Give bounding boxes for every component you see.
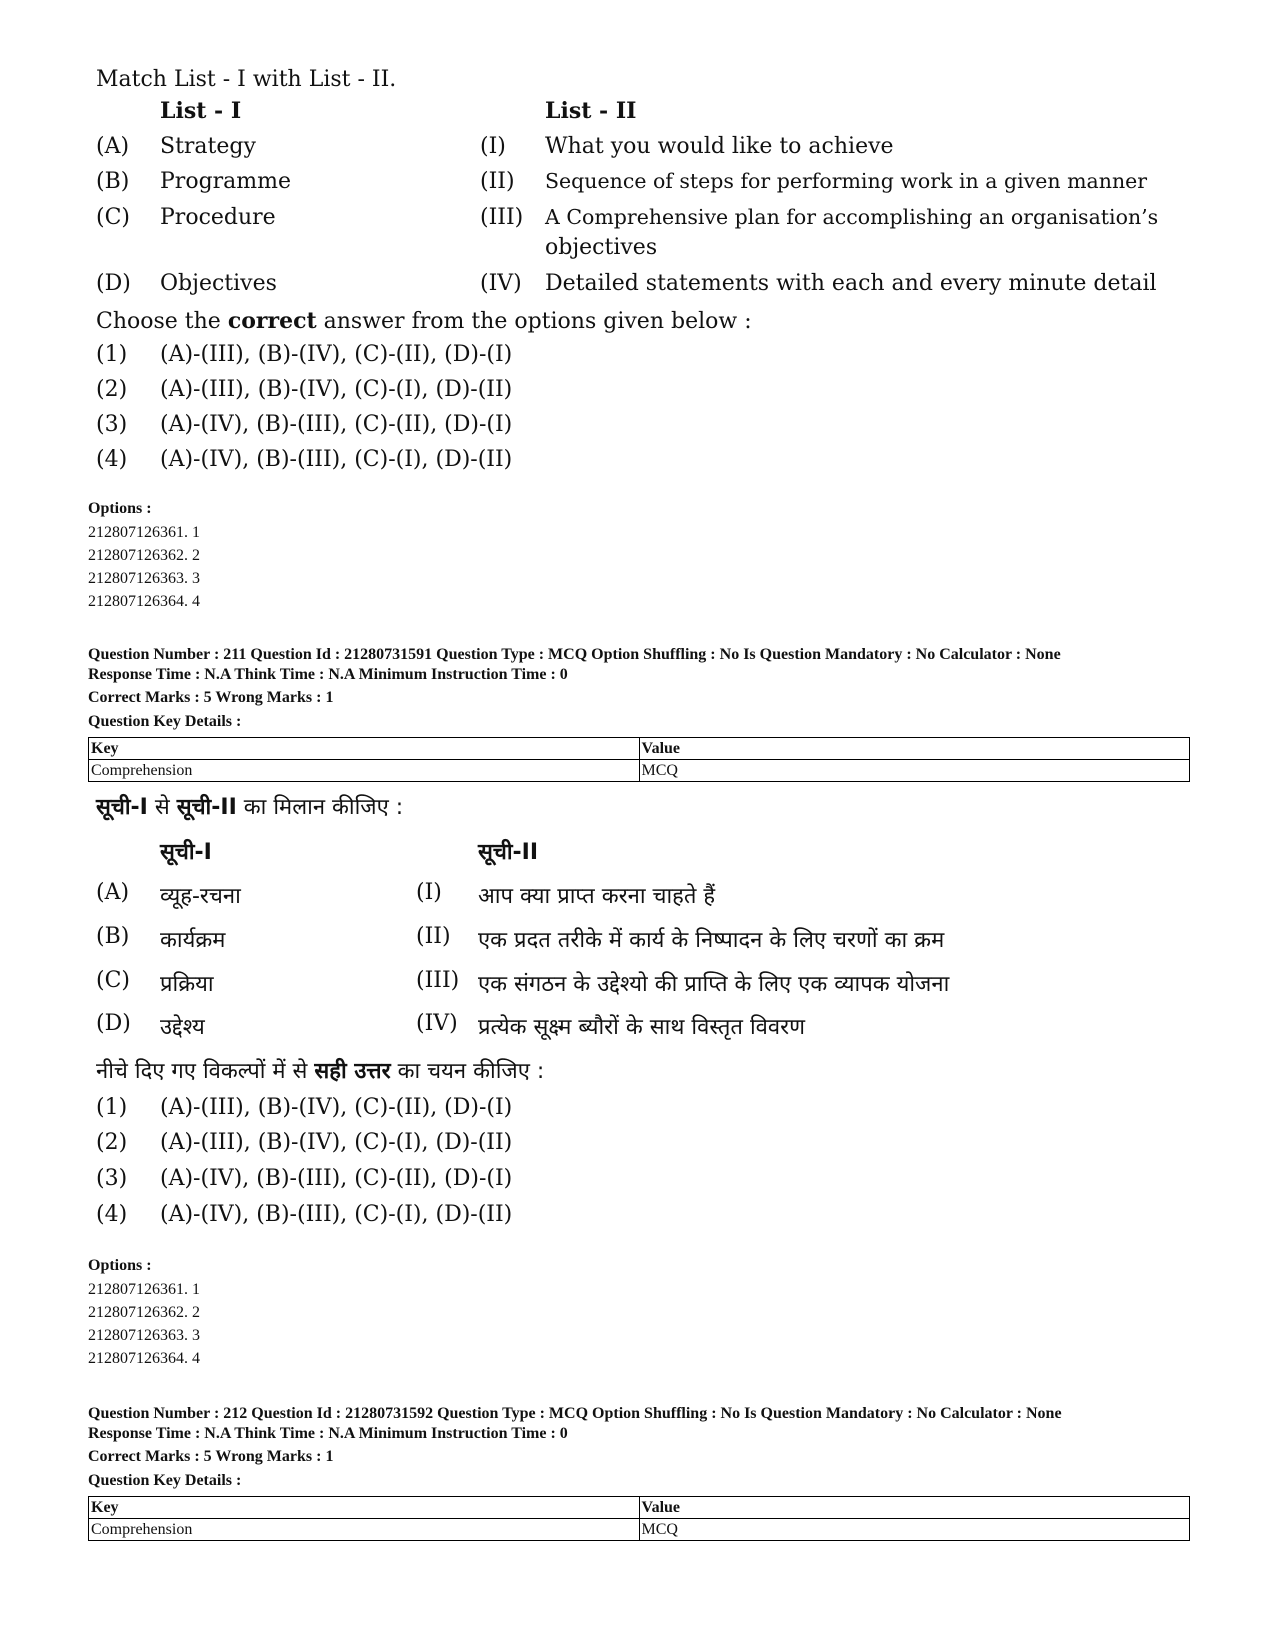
q2-row-desc: एक प्रदत तरीके में कार्य के निष्पादन के लिए चरणों का क्रम [478, 928, 945, 953]
q2-intro-b1: सूची-I [96, 795, 148, 820]
q1-intro: Match List - I with List - II. [96, 67, 397, 92]
q2-intro [96, 790, 403, 825]
q2-answer-number: (3) [96, 1166, 128, 1191]
meta2-key-table [88, 1496, 1190, 1541]
q1-row-item: Procedure [160, 205, 276, 230]
q2-choose-bold: सही उत्तर [314, 1059, 391, 1084]
value-header: Value [639, 738, 1190, 760]
q2-row-roman: (I) [416, 880, 442, 905]
q2-answer-number: (2) [96, 1130, 128, 1155]
q1-choose-instruction [96, 304, 752, 339]
table-row [89, 738, 1190, 760]
q1-row-label: (A) [96, 134, 130, 159]
q1-row-desc: Detailed statements with each and every minute detail [545, 271, 1157, 296]
q1-list2-header: List - II [545, 98, 637, 124]
q1-row-label: (C) [96, 205, 130, 230]
meta2-marks: Correct Marks : 5 Wrong Marks : 1 [88, 1448, 334, 1465]
q2-list1-header: सूची-I [160, 840, 212, 865]
q2-answer-text: (A)-(III), (B)-(IV), (C)-(I), (D)-(II) [160, 1130, 513, 1155]
q2-choose-pre: नीचे दिए गए विकल्पों में से [96, 1059, 315, 1084]
key-header: Key [89, 1497, 640, 1519]
q2-option-id: 212807126363. 3 [88, 1327, 200, 1344]
q1-answer-number: (3) [96, 412, 128, 437]
q2-row-roman: (III) [416, 968, 460, 993]
meta2-time-line: Response Time : N.A Think Time : N.A Minimum Instruction Time : 0 [88, 1425, 568, 1442]
q1-option-id: 212807126364. 4 [88, 593, 200, 610]
q1-option-id: 212807126363. 3 [88, 570, 200, 587]
q1-row-roman: (III) [480, 205, 524, 230]
q2-intro-m2: का मिलान कीजिए : [236, 795, 404, 820]
q1-row-item: Objectives [160, 271, 277, 296]
q2-answer-text: (A)-(IV), (B)-(III), (C)-(I), (D)-(II) [160, 1202, 513, 1227]
meta1-key-table [88, 737, 1190, 782]
q1-row-desc: What you would like to achieve [545, 134, 894, 159]
meta1-time-line: Response Time : N.A Think Time : N.A Minimum Instruction Time : 0 [88, 666, 568, 683]
q2-answer-text: (A)-(IV), (B)-(III), (C)-(II), (D)-(I) [160, 1166, 513, 1191]
q2-row-item: कार्यक्रम [160, 928, 226, 953]
q1-row-desc-cont: objectives [545, 235, 658, 260]
q1-row-roman: (II) [480, 169, 515, 194]
key-cell: Comprehension [89, 1519, 640, 1541]
meta2-question-line: Question Number : 212 Question Id : 21280731592 Question Type : MCQ Option Shuffling : No Is Question Mandatory : No Calculator : None [88, 1405, 1062, 1422]
q1-option-id: 212807126362. 2 [88, 547, 200, 564]
q1-answer-number: (4) [96, 447, 128, 472]
q2-row-roman: (II) [416, 924, 451, 949]
q1-choose-pre: Choose the [96, 309, 228, 334]
q2-intro-m1: से [147, 795, 177, 820]
q1-row-desc: Sequence of steps for performing work in a given manner [545, 169, 1148, 193]
q1-answer-text: (A)-(III), (B)-(IV), (C)-(I), (D)-(II) [160, 377, 513, 402]
key-header: Key [89, 738, 640, 760]
q1-answer-text: (A)-(IV), (B)-(III), (C)-(I), (D)-(II) [160, 447, 513, 472]
q2-row-label: (A) [96, 880, 130, 905]
q1-option-id: 212807126361. 1 [88, 524, 200, 541]
meta1-question-line: Question Number : 211 Question Id : 21280731591 Question Type : MCQ Option Shuffling : No Is Question Mandatory : No Calculator : None [88, 646, 1061, 663]
q2-answer-number: (1) [96, 1095, 128, 1120]
q1-answer-number: (2) [96, 377, 128, 402]
q2-option-id: 212807126364. 4 [88, 1350, 200, 1367]
meta1-marks: Correct Marks : 5 Wrong Marks : 1 [88, 689, 334, 706]
q2-answer-number: (4) [96, 1202, 128, 1227]
q1-row-label: (B) [96, 169, 130, 194]
q2-row-item: व्यूह-रचना [160, 884, 241, 909]
q1-list1-header: List - I [160, 98, 242, 124]
meta2-key-details: Question Key Details : [88, 1472, 242, 1489]
q2-row-roman: (IV) [416, 1011, 458, 1036]
q2-row-label: (C) [96, 968, 130, 993]
q1-choose-bold: correct [227, 308, 317, 334]
q2-choose-post: का चयन कीजिए : [390, 1059, 545, 1084]
q1-row-label: (D) [96, 271, 131, 296]
q1-options-label: Options : [88, 500, 152, 517]
value-cell: MCQ [639, 760, 1190, 782]
key-cell: Comprehension [89, 760, 640, 782]
q2-row-label: (B) [96, 924, 130, 949]
q1-row-roman: (IV) [480, 271, 522, 296]
q2-option-id: 212807126361. 1 [88, 1281, 200, 1298]
q1-row-item: Strategy [160, 134, 256, 159]
q2-options-label: Options : [88, 1257, 152, 1274]
q2-row-item: उद्देश्य [160, 1015, 205, 1040]
q2-choose-instruction [96, 1054, 544, 1089]
value-header: Value [639, 1497, 1190, 1519]
q2-list2-header: सूची-II [478, 840, 539, 865]
q2-row-desc: आप क्या प्राप्त करना चाहते हैं [478, 884, 716, 909]
q2-row-item: प्रक्रिया [160, 972, 214, 997]
table-row [89, 1497, 1190, 1519]
q2-answer-text: (A)-(III), (B)-(IV), (C)-(II), (D)-(I) [160, 1095, 513, 1120]
q2-intro-b2: सूची-II [176, 795, 237, 820]
q2-row-label: (D) [96, 1011, 131, 1036]
q2-row-desc: एक संगठन के उद्देश्यो की प्राप्ति के लिए एक व्यापक योजना [478, 972, 950, 997]
table-row [89, 1519, 1190, 1541]
q1-row-roman: (I) [480, 134, 506, 159]
q1-answer-text: (A)-(IV), (B)-(III), (C)-(II), (D)-(I) [160, 412, 513, 437]
q2-option-id: 212807126362. 2 [88, 1304, 200, 1321]
value-cell: MCQ [639, 1519, 1190, 1541]
q1-row-item: Programme [160, 169, 292, 194]
q2-row-desc: प्रत्येक सूक्ष्म ब्यौरों के साथ विस्तृत विवरण [478, 1015, 806, 1040]
q1-answer-text: (A)-(III), (B)-(IV), (C)-(II), (D)-(I) [160, 342, 513, 367]
table-row [89, 760, 1190, 782]
meta1-key-details: Question Key Details : [88, 713, 242, 730]
q1-answer-number: (1) [96, 342, 128, 367]
q1-choose-post: answer from the options given below : [316, 309, 752, 334]
q1-row-desc: A Comprehensive plan for accomplishing an organisation’s [545, 205, 1159, 229]
